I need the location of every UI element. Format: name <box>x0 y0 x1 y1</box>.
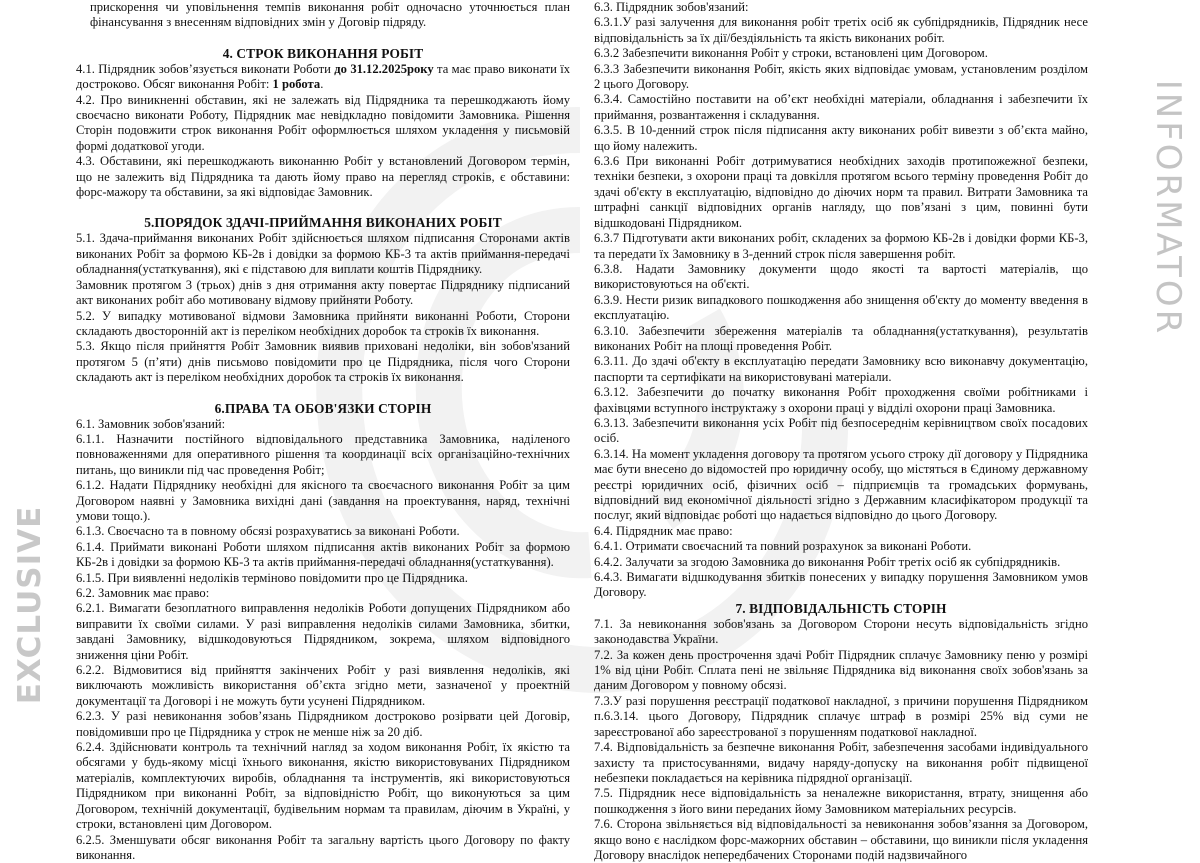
clause-5-1-cont: Замовник протягом 3 (трьох) днів з дня отримання акту повертає Підряднику підписаний акт виконаних робіт або мотивовану відмову прийняти Роботу. <box>76 278 570 309</box>
clause: 6.4.1. Отримати своєчасний та повний розрахунок за виконані Роботи. <box>594 539 1088 554</box>
clause-4-3: 4.3. Обставини, які перешкоджають виконанню Робіт у встановлений Договором термін, що не залежить від Підрядника та дають йому право на перегляд строків, є обставини: форс-мажору та обставини, за які відповідає Замовник. <box>76 154 570 200</box>
clause: 6.3.1.У разі залучення для виконання робіт третіх осіб як субпідрядників, Підрядник несе відповідальність за їх дії/бездіяльність та якість виконаних робіт. <box>594 15 1088 46</box>
clause: 6.1.3. Своєчасно та в повному обсязі розрахуватись за виконані Роботи. <box>76 524 570 539</box>
clause: 6.2.3. У разі невиконання зобов’язань Підрядником достроково розірвати цей Договір, повідомивши про це Підрядника у строк не менше ніж за 20 діб. <box>76 709 570 740</box>
clause-4-1: 4.1. Підрядник зобов’язується виконати Роботи до 31.12.2025року та має право виконати їх достроково. Обсяг виконання Робіт: 1 робота. <box>76 62 570 93</box>
clause: 6.3.3 Забезпечити виконання Робіт, якість яких відповідає умовам, установленим розділом 2 цього Договору. <box>594 62 1088 93</box>
clause: 6.2.1. Вимагати безоплатного виправлення недоліків Роботи допущених Підрядником або виправити їх своїми силами. У разі виправлення недоліків силами Замовника, збитки, завдані Замовнику, відшкодовуються Підрядником, зокрема, шляхом відповідного зниження ціни Робіт. <box>76 601 570 663</box>
clause-5-3: 5.3. Якщо після прийняття Робіт Замовник виявив приховані недоліки, він зобов'язаний протягом 5 (п’яти) днів письмово повідомити про це Підрядника, після чого Сторони складають акт із переліком необхідних доробок та строків їх виконання. <box>76 339 570 385</box>
informator-watermark-text: INFORMATOR <box>1148 79 1188 336</box>
right-column <box>594 0 1088 863</box>
clause: 6.4.3. Вимагати відшкодування збитків понесених у випадку порушення Замовником умов Договору. <box>594 570 1088 601</box>
clause: 7.5. Підрядник несе відповідальність за неналежне використання, втрату, знищення або пошкодження з його вини переданих йому Замовником матеріальних ресурсів. <box>594 786 1088 817</box>
clause: 6.1.2. Надати Підряднику необхідні для якісного та своєчасного виконання Робіт за цим Договором наявні у Замовника вихідні дані (завдання на проектування, наряд, технічні умови тощо.). <box>76 478 570 524</box>
clause: 6.1.5. При виявленні недоліків терміново повідомити про це Підрядника. <box>76 571 570 586</box>
clause: 7.4. Відповідальність за безпечне виконання Робіт, забезпечення засобами індивідуального захисту та пристосуваннями, видачу наряду-допуску на виконання робіт підвищеної небезпеки покладається на керівника підрядної організації. <box>594 740 1088 786</box>
clause: 6.3.11. До здачі об'єкту в експлуатацію передати Замовнику всю виконавчу документацію, паспорти та сертифікати на використовувані матеріали. <box>594 354 1088 385</box>
clause: 7.2. За кожен день прострочення здачі Робіт Підрядник сплачує Замовнику пеню у розмірі 1% від ціни Робіт. Сплата пені не звільняє Підрядника від виконання своїх зобов'язань за даним Договором у повному обсязі. <box>594 648 1088 694</box>
clause: 6.2.2. Відмовитися від прийняття закінчених Робіт у разі виявлення недоліків, які виключають можливість використання об’єкта згідно мети, зазначеної у проектній документації та Договорі і не можуть бути усунені Підрядником. <box>76 663 570 709</box>
clause: 6.3.6 При виконанні Робіт дотримуватися необхідних заходів протипожежної безпеки, техніки безпеки, з охорони праці та довкілля протягом всього терміну проведення Робіт до здачі об'єкту в експлуатацію, відповідно до діючих норм та правил. Витрати Замовника та штрафні санкції відповідних органів нагляду, що пов’язані з цим, повинні бути відшкодовані Підрядником. <box>594 154 1088 231</box>
clause: 6.1. Замовник зобов'язаний: <box>76 417 570 432</box>
clause-4-2: 4.2. Про виникненні обставин, які не залежать від Підрядника та перешкоджають йому своєчасно виконати Роботу, Підрядник має невідкладно повідомити Замовника. Рішення Сторін подовжити строк виконання Робіт оформлюється шляхом укладення у письмовій формі додаткової угоди. <box>76 93 570 155</box>
left-column <box>76 0 570 863</box>
clause: 6.3.8. Надати Замовнику документи щодо якості та вартості матеріалів, що використовуються на об'єкті. <box>594 262 1088 293</box>
clause: 6.3. Підрядник зобов'язаний: <box>594 0 1088 15</box>
clause: 6.2.4. Здійснювати контроль та технічний нагляд за ходом виконання Робіт, їх якістю та обсягами у будь-якому місці їхнього виконання, якістю використовуваних Підрядником матеріалів, комплектуючих виробів, обладнання та інструментів, які використовуються Підрядником при виконанні Робіт, за відповідністю Робіт, що виконуються за цим Договором, технічній документації, будівельним нормам та правилам, діючим в Україні, у строки, встановлені цим Договором. <box>76 740 570 832</box>
clause: 6.2.5. Зменшувати обсяг виконання Робіт та загальну вартість цього Договору по факту виконання. <box>76 833 570 863</box>
exclusive-watermark <box>10 520 50 690</box>
exclusive-watermark-text: EXCLUSIVE <box>12 506 48 705</box>
intro-paragraph: прискорення чи уповільнення темпів виконання робіт одночасно уточнюється план фінансування з внесенням відповідних змін у Договір підряду. <box>76 0 570 31</box>
clause: 6.3.13. Забезпечити виконання усіх Робіт під безпосереднім керівництвом своїх посадових осіб. <box>594 416 1088 447</box>
clause: 6.3.4. Самостійно поставити на об’єкт необхідні матеріали, обладнання і забезпечити їх приймання, розвантаження і складування. <box>594 92 1088 123</box>
clause: 7.3.У разі порушення реєстрації податкової накладної, з причини порушення Підрядником п.6.3.14. цього Договору, Підрядник сплачує штраф в розмірі 25% від суми не зареєстрованої або зареєстрованої з порушенням податкової накладної. <box>594 694 1088 740</box>
clause: 7.1. За невиконання зобов'язань за Договором Сторони несуть відповідальність згідно законодавства України. <box>594 617 1088 648</box>
informator-watermark <box>1148 100 1188 315</box>
clause: 6.3.12. Забезпечити до початку виконання Робіт проходження своїми робітниками і фахівцями вступного інструктажу з охорони праці у відділі охорони праці Замовника. <box>594 385 1088 416</box>
clause: 6.1.4. Приймати виконані Роботи шляхом підписання актів виконаних Робіт за формою КБ-2в і довідки за формою КБ-3 та актів приймання-передачі обладнання(устаткування). <box>76 540 570 571</box>
section-7-title: 7. ВІДПОВІДАЛЬНІСТЬ СТОРІН <box>594 601 1088 617</box>
clause: 7.6. Сторона звільняється від відповідальності за невиконання зобов’язання за Договором, якщо воно є наслідком форс-мажорних обставин – обставини, що виникли після укладення Договору внаслідок непередбачених Сторонами подій надзвичайного <box>594 817 1088 863</box>
clause-5-2: 5.2. У випадку мотивованої відмови Замовника прийняти виконанні Роботи, Сторони складають двосторонній акт із переліком необхідних доробок та строків їх виконання. <box>76 309 570 340</box>
clause: 6.3.10. Забезпечити збереження матеріалів та обладнання(устаткування), результатів виконаних Робіт на площі проведення Робіт. <box>594 324 1088 355</box>
clause: 6.4. Підрядник має право: <box>594 524 1088 539</box>
clause: 6.3.2 Забезпечити виконання Робіт у строки, встановлені цим Договором. <box>594 46 1088 61</box>
clause: 6.4.2. Залучати за згодою Замовника до виконання Робіт третіх осіб як субпідрядників. <box>594 555 1088 570</box>
clause-5-1: 5.1. Здача-приймання виконаних Робіт здійснюється шляхом підписання Сторонами актів виконаних Робіт за формою КБ-2в і довідки за формою КБ-3 та актів приймання-передачі обладнання(устаткування), які є підставою для виплати коштів Підряднику. <box>76 231 570 277</box>
clause: 6.3.7 Підготувати акти виконаних робіт, складених за формою КБ-2в і довідки форми КБ-3, та передати їх Замовнику в 3-денний строк після завершення робіт. <box>594 231 1088 262</box>
section-4-title: 4. СТРОК ВИКОНАННЯ РОБІТ <box>76 46 570 62</box>
section-5-title: 5.ПОРЯДОК ЗДАЧІ-ПРИЙМАННЯ ВИКОНАНИХ РОБІТ <box>76 215 570 231</box>
section-6-title: 6.ПРАВА ТА ОБОВ'ЯЗКИ СТОРІН <box>76 401 570 417</box>
clause: 6.3.14. На момент укладення договору та протягом усього строку дії договору у Підрядника має бути внесено до відомостей про юридичну особу, що містяться в Єдиному державному реєстрі юридичних осіб, фізичних осіб – підприємців та громадських формувань, відповідний вид економічної діяльності згідно з Державним класифікатором продукції та послуг, який відповідає роботі що надається відповідно до цього Договору. <box>594 447 1088 524</box>
clause: 6.2. Замовник має право: <box>76 586 570 601</box>
clause: 6.3.5. В 10-денний строк після підписання акту виконаних робіт вивезти з об’єкта майно, що йому належить. <box>594 123 1088 154</box>
clause: 6.3.9. Нести ризик випадкового пошкодження або знищення об'єкту до моменту введення в експлуатацію. <box>594 293 1088 324</box>
clause: 6.1.1. Назначити постійного відповідального представника Замовника, наділеного повноваженнями для оперативного рішення та координації всіх організаційно-технічних питань, що виникли під час проведення Робіт; <box>76 432 570 478</box>
